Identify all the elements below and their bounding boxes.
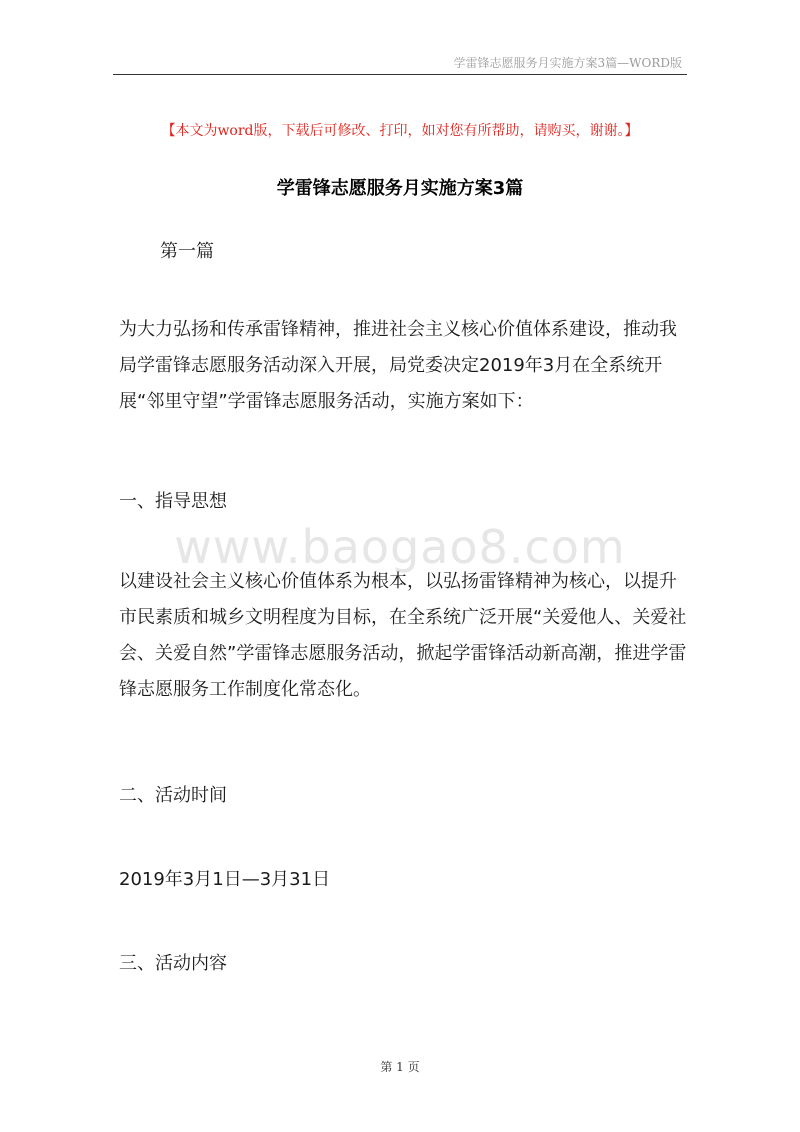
heading-guiding-thought: 一、指导思想 (119, 491, 227, 512)
heading-activity-content: 三、活动内容 (119, 953, 227, 974)
document-title: 学雷锋志愿服务月实施方案3篇 (276, 178, 524, 199)
heading-activity-time: 二、活动时间 (119, 785, 227, 806)
activity-dates: 2019年3月1日—3月31日 (119, 869, 331, 890)
purchase-notice: 【本文为word版，下载后可修改、打印，如对您有所帮助，请购买，谢谢。】 (161, 123, 639, 139)
section-label: 第一篇 (160, 241, 214, 262)
header-divider (113, 74, 687, 75)
guiding-thought-paragraph: 以建设社会主义核心价值体系为根本，以弘扬雷锋精神为核心，以提升市民素质和城乡文明程度为目标，在全系统广泛开展“关爱他人、关爱社会、关爱自然”学雷锋志愿服务活动，掀起学雷锋活动新高潮，推进学雷锋志愿服务工作制度化常态化。 (119, 571, 687, 700)
watermark: www.baogao8.com (174, 520, 626, 574)
page-number: 第 1 页 (380, 1060, 420, 1074)
intro-paragraph: 为大力弘扬和传承雷锋精神，推进社会主义核心价值体系建设，推动我局学雷锋志愿服务活动深入开展，局党委决定2019年3月在全系统开展“邻里守望”学雷锋志愿服务活动，实施方案如下： (119, 319, 677, 412)
running-header: 学雷锋志愿服务月实施方案3篇—WORD版 (453, 56, 682, 70)
